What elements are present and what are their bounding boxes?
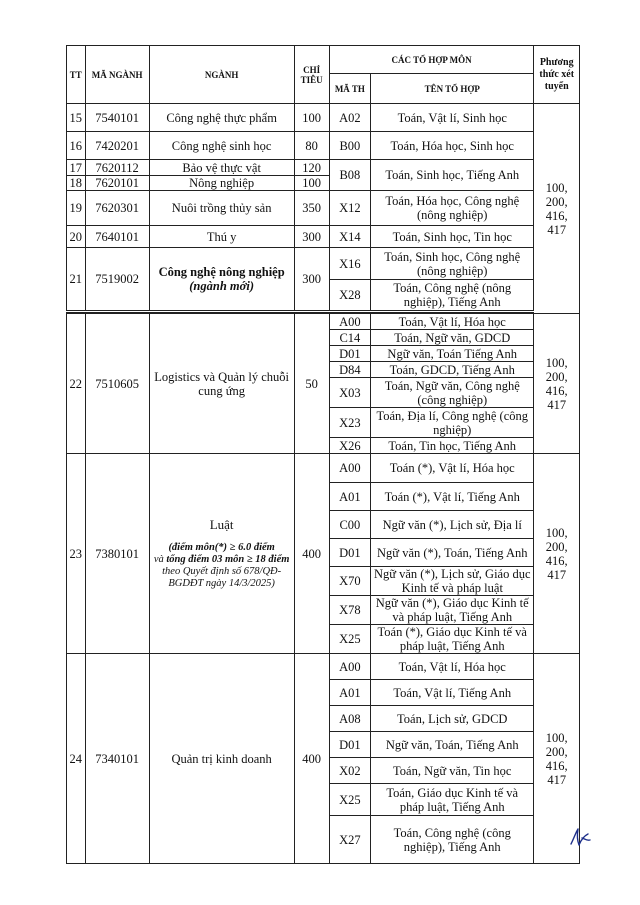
combo-name: Toán, Tin học, Tiếng Anh (371, 438, 534, 454)
row-ma-nganh: 7340101 (85, 654, 149, 864)
note-part: (điểm môn(*) ≥ 6.0 điểm (168, 541, 275, 553)
major-condition-note (152, 542, 292, 590)
row-nganh: Nuôi trồng thủy sản (149, 191, 294, 226)
signature-icon (568, 826, 592, 848)
combo-code: X12 (329, 191, 370, 226)
combo-name: Toán, Sinh học, Tin học (371, 226, 534, 248)
combo-name: Ngữ văn (*), Lịch sử, Địa lí (371, 511, 534, 539)
combo-name: Ngữ văn (*), Lịch sử, Giáo dục Kinh tế và pháp luật (371, 567, 534, 596)
combo-name: Toán, Hóa học, Sinh học (371, 132, 534, 160)
header-ten-to-hop: TÊN TỔ HỢP (371, 74, 534, 104)
combo-name: Toán, Địa lí, Công nghệ (công nghiệp) (371, 408, 534, 438)
header-chi-tieu: CHỈ TIÊU (294, 46, 329, 104)
header-to-hop-group: CÁC TỔ HỢP MÔN (329, 46, 534, 74)
row-ma-nganh: 7620101 (85, 176, 149, 191)
row-tt: 18 (67, 176, 86, 191)
row-chi-tieu: 300 (294, 226, 329, 248)
row-chi-tieu: 400 (294, 454, 329, 654)
row-chi-tieu: 100 (294, 176, 329, 191)
combo-name: Toán, Lịch sử, GDCD (371, 706, 534, 732)
method-cell: 100, 200, 416, 417 (534, 454, 580, 654)
combo-code: D84 (329, 362, 370, 378)
row-nganh: Logistics và Quản lý chuỗi cung ứng (149, 314, 294, 454)
combo-code: C14 (329, 330, 370, 346)
combo-name: Ngữ văn, Toán, Tiếng Anh (371, 732, 534, 758)
combo-code: A00 (329, 314, 370, 330)
row-tt: 22 (67, 314, 86, 454)
row-tt: 17 (67, 160, 86, 176)
table-row (67, 454, 580, 483)
row-nganh (149, 454, 294, 654)
new-major-name: Công nghệ nông nghiệp (158, 265, 285, 279)
row-tt: 23 (67, 454, 86, 654)
header-nganh: NGÀNH (149, 46, 294, 104)
combo-code: A01 (329, 483, 370, 511)
combo-name: Toán (*), Vật lí, Tiếng Anh (371, 483, 534, 511)
combo-code: X03 (329, 378, 370, 408)
table-row (67, 104, 580, 132)
note-part: theo Quyết định số 678/QĐ-BGDĐT ngày 14/3/2025) (162, 565, 282, 589)
row-tt: 21 (67, 248, 86, 312)
row-chi-tieu: 80 (294, 132, 329, 160)
new-major-tag: (ngành mới) (189, 279, 254, 293)
row-nganh: Bảo vệ thực vật (149, 160, 294, 176)
row-chi-tieu: 350 (294, 191, 329, 226)
combo-name: Toán, Công nghệ (công nghiệp), Tiếng Anh (371, 816, 534, 864)
combo-name: Toán, Sinh học, Công nghệ (nông nghiệp) (371, 248, 534, 280)
method-cell: 100, 200, 416, 417 (534, 104, 580, 314)
combo-code: A02 (329, 104, 370, 132)
row-tt: 15 (67, 104, 86, 132)
row-nganh: Quản trị kinh doanh (149, 654, 294, 864)
major-name: Luật (209, 516, 234, 532)
row-nganh: Nông nghiệp (149, 176, 294, 191)
combo-name: Toán, Ngữ văn, GDCD (371, 330, 534, 346)
row-ma-nganh: 7380101 (85, 454, 149, 654)
table-row (67, 132, 580, 160)
combo-code: B00 (329, 132, 370, 160)
combo-code: D01 (329, 346, 370, 362)
method-cell: 100, 200, 416, 417 (534, 654, 580, 864)
row-ma-nganh: 7620112 (85, 160, 149, 176)
table-row (67, 654, 580, 680)
combo-code: X14 (329, 226, 370, 248)
row-tt: 24 (67, 654, 86, 864)
combo-code: X16 (329, 248, 370, 280)
table-row (67, 191, 580, 226)
combo-name: Toán, Ngữ văn, Tin học (371, 758, 534, 784)
note-part: tổng điểm 03 môn ≥ 18 điểm (166, 553, 290, 565)
combo-name: Toán, Giáo dục Kinh tế và pháp luật, Tiếng Anh (371, 784, 534, 816)
table-row (67, 314, 580, 330)
combo-name: Toán, Công nghệ (nông nghiệp), Tiếng Anh (371, 280, 534, 312)
combo-name: Toán, Vật lí, Tiếng Anh (371, 680, 534, 706)
combo-code: A08 (329, 706, 370, 732)
row-nganh: Thú y (149, 226, 294, 248)
combo-code: X27 (329, 816, 370, 864)
combo-name: Toán, Vật lí, Hóa học (371, 314, 534, 330)
row-ma-nganh: 7640101 (85, 226, 149, 248)
combo-name: Ngữ văn (*), Toán, Tiếng Anh (371, 539, 534, 567)
row-chi-tieu: 120 (294, 160, 329, 176)
row-ma-nganh: 7510605 (85, 314, 149, 454)
header-phuong-thuc: Phương thức xét tuyển (534, 46, 580, 104)
combo-code: X02 (329, 758, 370, 784)
admission-table (66, 45, 580, 864)
row-chi-tieu: 50 (294, 314, 329, 454)
row-ma-nganh: 7420201 (85, 132, 149, 160)
row-nganh: Công nghệ thực phẩm (149, 104, 294, 132)
table-row (67, 160, 580, 176)
combo-code: C00 (329, 511, 370, 539)
method-cell: 100, 200, 416, 417 (534, 314, 580, 454)
combo-name: Toán, Sinh học, Tiếng Anh (371, 160, 534, 191)
combo-code: A01 (329, 680, 370, 706)
row-chi-tieu: 400 (294, 654, 329, 864)
combo-name: Ngữ văn, Toán Tiếng Anh (371, 346, 534, 362)
combo-code: X25 (329, 784, 370, 816)
row-tt: 19 (67, 191, 86, 226)
combo-code: D01 (329, 539, 370, 567)
header-tt: TT (67, 46, 86, 104)
combo-code: X70 (329, 567, 370, 596)
combo-name: Toán, GDCD, Tiếng Anh (371, 362, 534, 378)
combo-name: Toán, Hóa học, Công nghệ (nông nghiệp) (371, 191, 534, 226)
combo-code: A00 (329, 454, 370, 483)
row-chi-tieu: 100 (294, 104, 329, 132)
combo-name: Toán, Vật lí, Hóa học (371, 654, 534, 680)
row-ma-nganh: 7540101 (85, 104, 149, 132)
header-ma-th: MÃ TH (329, 74, 370, 104)
combo-code: X78 (329, 596, 370, 625)
combo-name: Toán (*), Vật lí, Hóa học (371, 454, 534, 483)
combo-name: Ngữ văn (*), Giáo dục Kinh tế và pháp luật, Tiếng Anh (371, 596, 534, 625)
row-ma-nganh: 7519002 (85, 248, 149, 312)
row-tt: 16 (67, 132, 86, 160)
combo-code: X26 (329, 438, 370, 454)
row-nganh (149, 248, 294, 312)
header-ma-nganh: MÃ NGÀNH (85, 46, 149, 104)
table-row (67, 226, 580, 248)
combo-code: D01 (329, 732, 370, 758)
combo-code: X25 (329, 625, 370, 654)
combo-code: B08 (329, 160, 370, 191)
table-row (67, 248, 580, 280)
row-tt: 20 (67, 226, 86, 248)
combo-name: Toán, Vật lí, Sinh học (371, 104, 534, 132)
row-nganh: Công nghệ sinh học (149, 132, 294, 160)
combo-code: X23 (329, 408, 370, 438)
combo-name: Toán (*), Giáo dục Kinh tế và pháp luật, Tiếng Anh (371, 625, 534, 654)
combo-name: Toán, Ngữ văn, Công nghệ (công nghiệp) (371, 378, 534, 408)
row-ma-nganh: 7620301 (85, 191, 149, 226)
row-chi-tieu: 300 (294, 248, 329, 312)
combo-code: X28 (329, 280, 370, 312)
combo-code: A00 (329, 654, 370, 680)
note-part: và (153, 553, 164, 565)
